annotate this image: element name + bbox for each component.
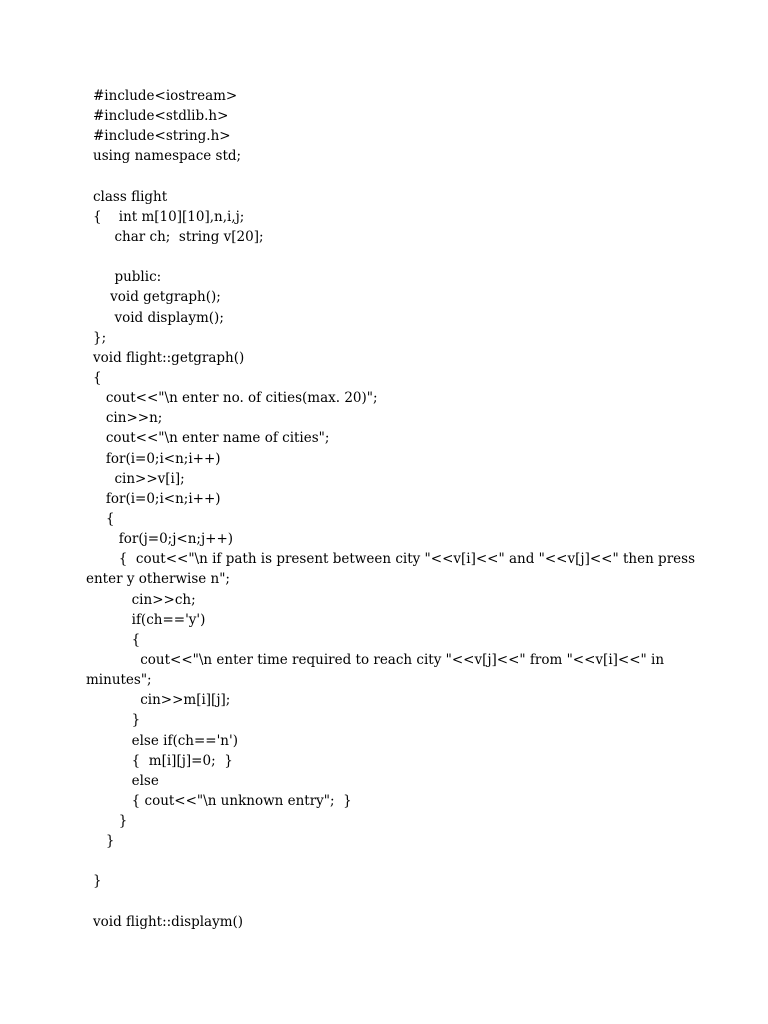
code-line: #include<string.h>: [93, 128, 231, 145]
code-line-continuation: minutes";: [86, 672, 152, 689]
code-line: [93, 851, 693, 871]
code-line: class flight: [93, 188, 168, 205]
code-line: }: [93, 712, 141, 729]
code-line: { int m[10][10],n,i,j;: [93, 208, 245, 225]
code-line: if(ch=='y'): [93, 611, 206, 628]
code-line: public:: [93, 269, 162, 286]
code-line: cin>>n;: [93, 410, 163, 427]
code-line: }: [93, 813, 128, 830]
code-line: cout<<"\n enter no. of cities(max. 20)";: [93, 390, 378, 407]
code-line: {: [93, 369, 102, 386]
code-line: else: [93, 772, 159, 789]
code-line: cin>>ch;: [93, 591, 196, 608]
code-line: cin>>m[i][j];: [93, 692, 231, 709]
code-line: else if(ch=='n'): [93, 732, 238, 749]
code-line: for(j=0;j<n;j++): [93, 531, 234, 548]
code-line: using namespace std;: [93, 148, 242, 165]
code-line: #include<iostream>: [93, 88, 238, 104]
code-line: for(i=0;i<n;i++): [93, 450, 221, 467]
code-line: cout<<"\n enter time required to reach city "<<v[j]<<" from "<<v[i]<<" in: [93, 651, 665, 668]
code-listing: [86, 86, 695, 932]
code-line: void displaym();: [93, 309, 224, 326]
code-line: [93, 247, 693, 267]
code-line: }: [93, 873, 102, 890]
code-line: {: [93, 510, 115, 527]
code-line: { cout<<"\n unknown entry"; }: [93, 792, 352, 809]
code-line: { cout<<"\n if path is present between city "<<v[i]<<" and "<<v[j]<<" then press: [93, 551, 695, 568]
code-line: {: [93, 631, 141, 648]
code-line: void flight::displaym(): [93, 913, 244, 930]
code-line: }: [93, 833, 115, 850]
code-line: cout<<"\n enter name of cities";: [93, 430, 330, 447]
code-line: #include<stdlib.h>: [93, 108, 229, 125]
code-line: };: [93, 329, 107, 346]
code-line: [93, 167, 693, 187]
code-line: cin>>v[i];: [93, 470, 185, 487]
code-line-continuation: enter y otherwise n";: [86, 571, 230, 588]
code-line: void flight::getgraph(): [93, 349, 245, 366]
code-line: { m[i][j]=0; }: [93, 752, 233, 769]
code-line: for(i=0;i<n;i++): [93, 490, 221, 507]
code-line: char ch; string v[20];: [93, 228, 264, 245]
code-line: void getgraph();: [93, 289, 221, 306]
code-line: [93, 892, 693, 912]
